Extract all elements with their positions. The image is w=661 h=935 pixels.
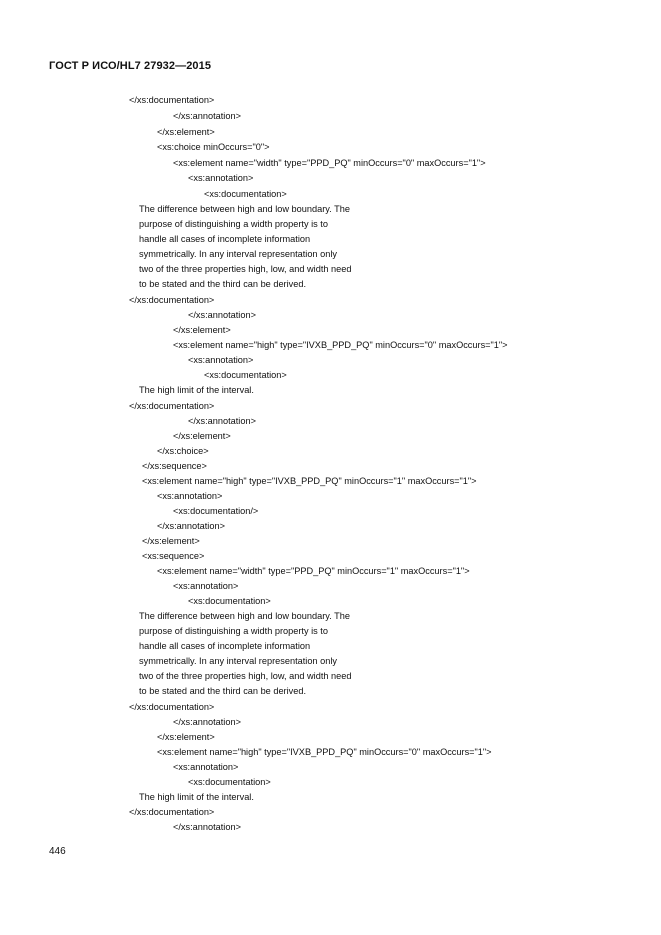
code-line: </xs:annotation> [173, 717, 241, 727]
code-line: two of the three properties high, low, and width need [139, 264, 352, 274]
code-line: symmetrically. In any interval representation only [139, 656, 337, 666]
code-line: <xs:documentation> [204, 370, 287, 380]
code-line: <xs:annotation> [173, 762, 239, 772]
code-line: </xs:documentation> [129, 95, 215, 105]
code-line: <xs:documentation/> [173, 506, 259, 516]
code-line: handle all cases of incomplete information [139, 641, 311, 651]
code-line: <xs:element name="width" type="PPD_PQ" minOccurs="0" maxOccurs="1"> [173, 158, 486, 168]
code-line: <xs:annotation> [188, 173, 254, 183]
code-line: to be stated and the third can be derived. [139, 686, 307, 696]
code-line: </xs:annotation> [173, 111, 241, 121]
code-line: <xs:element name="high" type="IVXB_PPD_PQ" minOccurs="0" maxOccurs="1"> [173, 340, 508, 350]
code-line: to be stated and the third can be derived. [139, 279, 307, 289]
code-line: </xs:sequence> [142, 461, 207, 471]
code-line: </xs:annotation> [188, 416, 256, 426]
code-line: <xs:documentation> [188, 596, 271, 606]
code-line: </xs:documentation> [129, 702, 215, 712]
code-line: </xs:choice> [157, 446, 209, 456]
page-number: 446 [49, 846, 66, 857]
code-line: handle all cases of incomplete information [139, 234, 311, 244]
code-line: purpose of distinguishing a width property is to [139, 219, 328, 229]
code-line: </xs:annotation> [188, 310, 256, 320]
code-line: two of the three properties high, low, and width need [139, 671, 352, 681]
code-line: <xs:documentation> [188, 777, 271, 787]
code-line: <xs:annotation> [157, 491, 223, 501]
code-line: </xs:element> [173, 325, 231, 335]
code-line: <xs:element name="high" type="IVXB_PPD_PQ" minOccurs="1" maxOccurs="1"> [142, 476, 477, 486]
code-line: <xs:annotation> [188, 355, 254, 365]
code-line: <xs:annotation> [173, 581, 239, 591]
code-line: </xs:element> [157, 732, 215, 742]
code-line: </xs:element> [142, 536, 200, 546]
code-line: <xs:choice minOccurs="0"> [157, 142, 270, 152]
document-header: ГОСТ Р ИСО/HL7 27932—2015 [49, 60, 212, 72]
code-line: </xs:documentation> [129, 295, 215, 305]
code-line: <xs:element name="high" type="IVXB_PPD_PQ" minOccurs="0" maxOccurs="1"> [157, 747, 492, 757]
code-line: </xs:annotation> [173, 822, 241, 832]
code-line: </xs:annotation> [157, 521, 225, 531]
code-line: </xs:element> [173, 431, 231, 441]
code-line: <xs:element name="width" type="PPD_PQ" minOccurs="1" maxOccurs="1"> [157, 566, 470, 576]
code-line: </xs:documentation> [129, 807, 215, 817]
code-line: The difference between high and low boundary. The [139, 611, 350, 621]
code-line: </xs:element> [157, 127, 215, 137]
code-line: <xs:sequence> [142, 551, 205, 561]
code-line: purpose of distinguishing a width property is to [139, 626, 328, 636]
code-line: symmetrically. In any interval representation only [139, 249, 337, 259]
code-line: </xs:documentation> [129, 401, 215, 411]
code-line: <xs:documentation> [204, 189, 287, 199]
code-line: The high limit of the interval. [139, 792, 254, 802]
code-line: The difference between high and low boundary. The [139, 204, 350, 214]
code-line: The high limit of the interval. [139, 385, 254, 395]
